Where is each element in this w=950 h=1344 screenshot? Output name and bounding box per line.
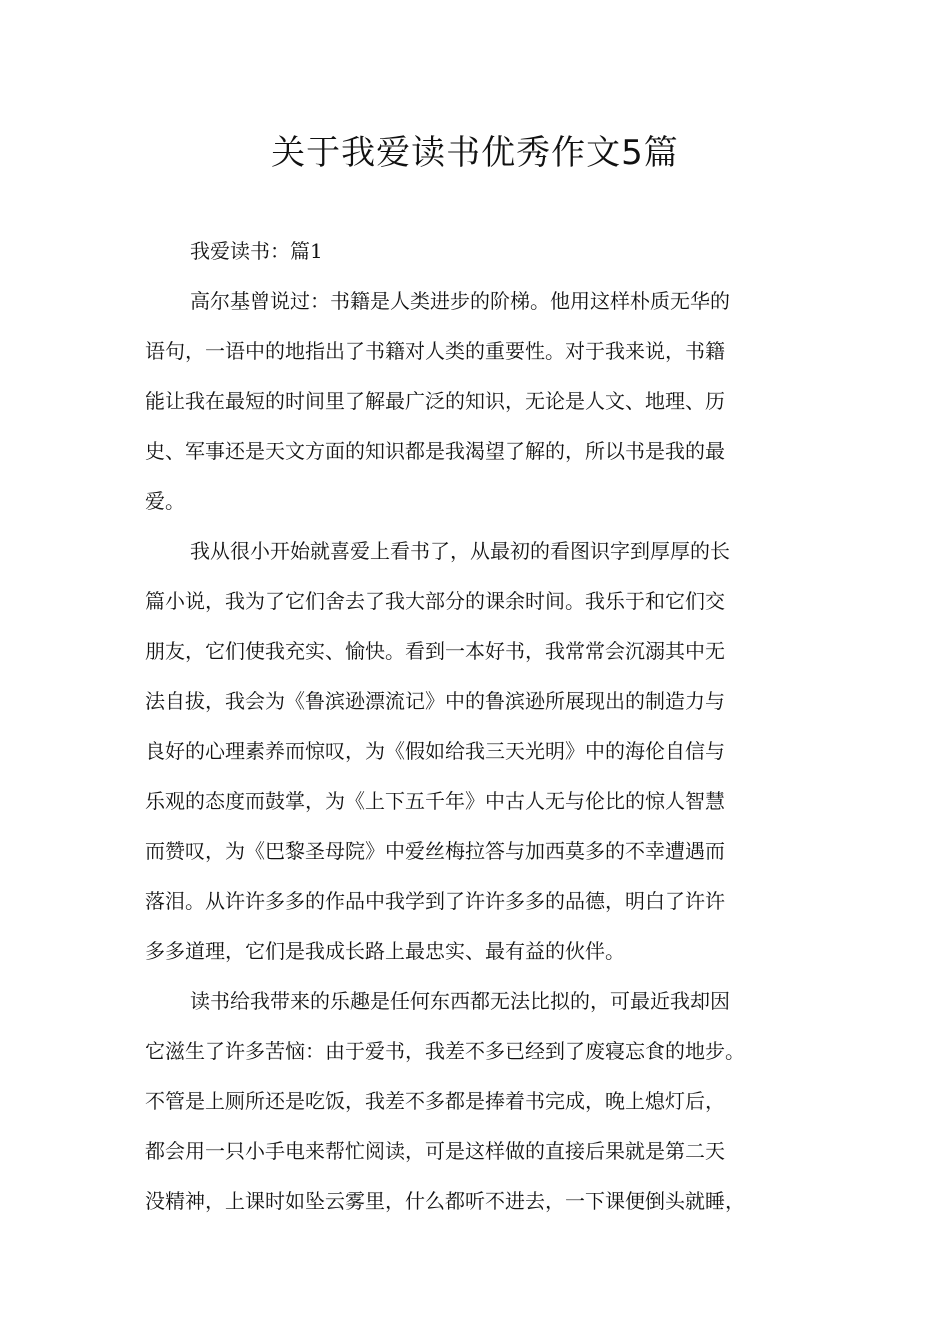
text-line: 它滋生了许多苦恼：由于爱书，我差不多已经到了废寝忘食的地步。 <box>145 1039 745 1063</box>
text-line: 多多道理，它们是我成长路上最忠实、最有益的伙伴。 <box>145 939 625 963</box>
document-title: 关于我爱读书优秀作文5篇 <box>271 133 679 173</box>
text-line: 乐观的态度而鼓掌，为《上下五千年》中古人无与伦比的惊人智慧 <box>145 789 725 813</box>
text-line: 史、军事还是天文方面的知识都是我渴望了解的，所以书是我的最 <box>145 439 725 463</box>
text-line: 篇小说，我为了它们舍去了我大部分的课余时间。我乐于和它们交 <box>145 589 725 613</box>
section-heading: 我爱读书：篇1 <box>190 239 323 263</box>
text-line: 语句，一语中的地指出了书籍对人类的重要性。对于我来说，书籍 <box>145 339 725 363</box>
text-line: 落泪。从许许多多的作品中我学到了许许多多的品德，明白了许许 <box>145 889 725 913</box>
text-line: 都会用一只小手电来帮忙阅读，可是这样做的直接后果就是第二天 <box>145 1139 725 1163</box>
text-line: 不管是上厕所还是吃饭，我差不多都是捧着书完成，晚上熄灯后， <box>145 1089 725 1113</box>
text-line: 而赞叹，为《巴黎圣母院》中爱丝梅拉答与加西莫多的不幸遭遇而 <box>145 839 725 863</box>
text-line: 法自拔，我会为《鲁滨逊漂流记》中的鲁滨逊所展现出的制造力与 <box>145 689 725 713</box>
text-line: 爱。 <box>145 489 185 513</box>
text-line: 没精神，上课时如坠云雾里，什么都听不进去，一下课便倒头就睡， <box>145 1189 745 1213</box>
text-line: 我从很小开始就喜爱上看书了，从最初的看图识字到厚厚的长 <box>190 539 730 563</box>
text-line: 读书给我带来的乐趣是任何东西都无法比拟的，可最近我却因 <box>190 989 730 1013</box>
text-line: 良好的心理素养而惊叹，为《假如给我三天光明》中的海伦自信与 <box>145 739 725 763</box>
text-line: 能让我在最短的时间里了解最广泛的知识，无论是人文、地理、历 <box>145 389 725 413</box>
text-line: 高尔基曾说过：书籍是人类进步的阶梯。他用这样朴质无华的 <box>190 289 730 313</box>
text-line: 朋友，它们使我充实、愉快。看到一本好书，我常常会沉溺其中无 <box>145 639 725 663</box>
